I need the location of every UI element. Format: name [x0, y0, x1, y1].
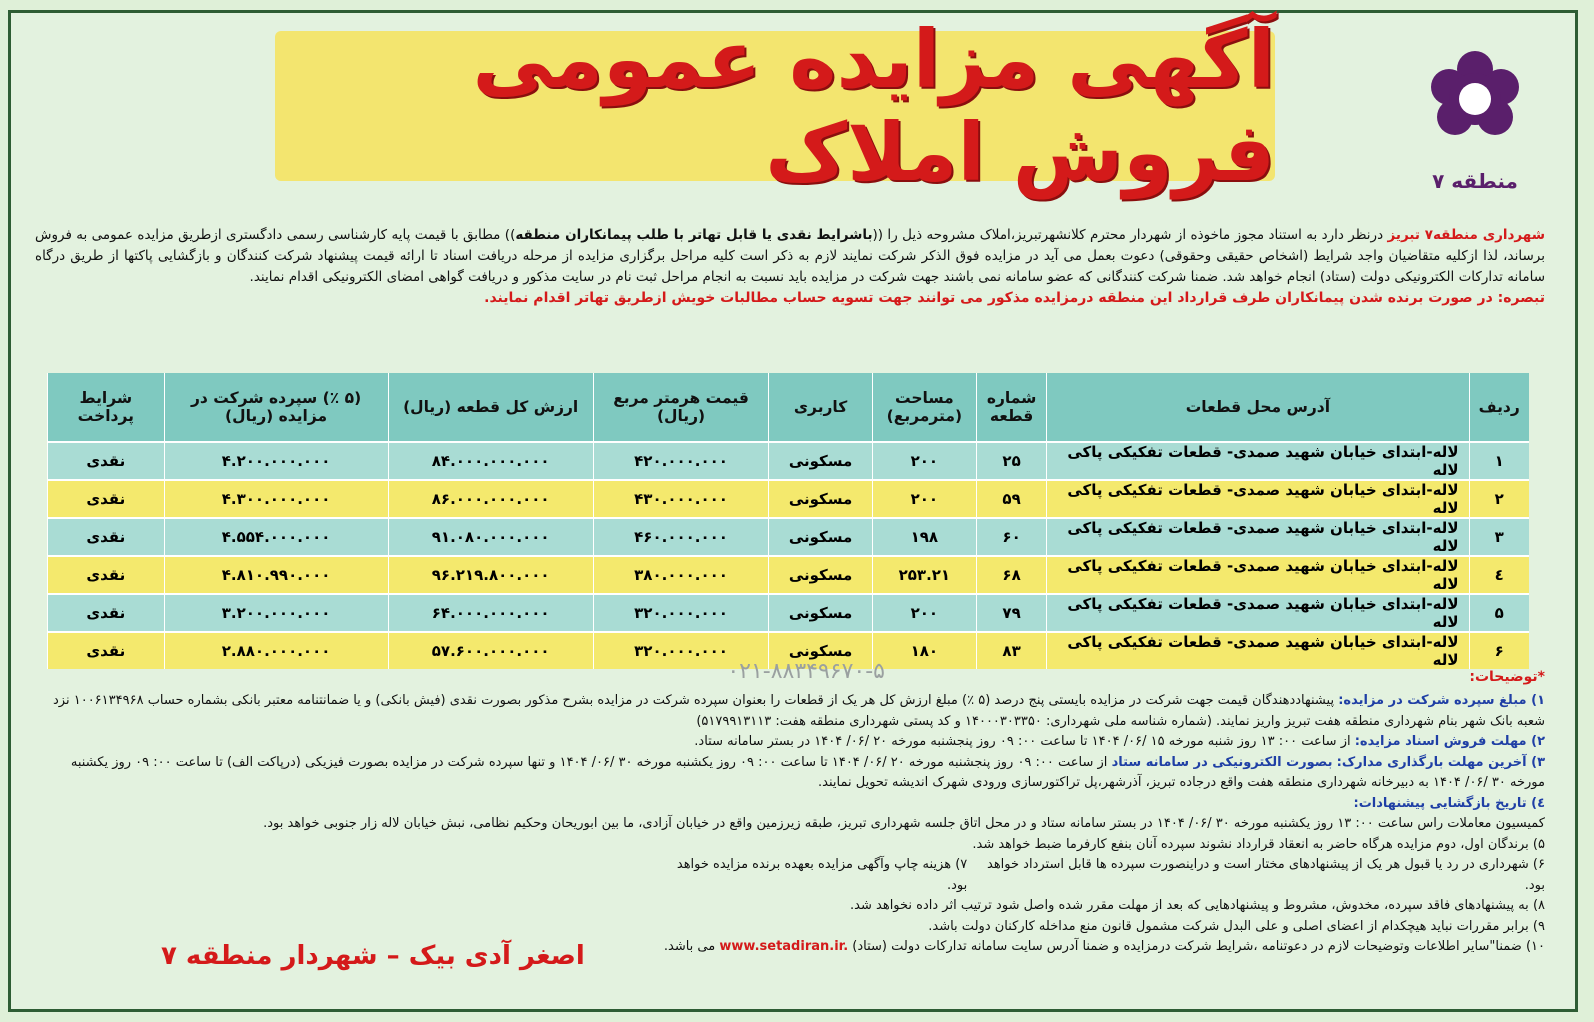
cell-area: ۲۰۰: [872, 594, 976, 632]
cell-price-sqm: ۳۲۰.۰۰۰.۰۰۰: [593, 594, 769, 632]
header-address: آدرس محل قطعات: [1047, 373, 1469, 442]
header-area: مساحت (مترمربع): [872, 373, 976, 442]
table-row: [48, 480, 1530, 518]
cell-use: مسکونی: [769, 518, 873, 556]
note-item: ۵) برندگان اول، دوم مزایده هرگاه حاضر به انعقاد قرارداد نشوند سپرده آنان بنفع کارفرما ضبط خواهد شد.: [972, 836, 1545, 852]
setadiran-link[interactable]: www.setadiran.ir.: [719, 939, 849, 954]
cell-address: لاله-ابتدای خیابان شهید صمدی- قطعات تفکیکی پاکی لاله: [1047, 518, 1469, 556]
note-2-text: از ساعت ۰۰: ۱۳ روز شنبه مورخه ۱۵ /۰۶/ ۱۴۰۴ تا ساعت ۰۰: ۰۹ روز پنجشنبه مورخه ۲۰ /۰۶/ ۱۴۰۴ در بستر سامانه ستاد.: [694, 734, 1351, 749]
cell-price-sqm: ۳۲۰.۰۰۰.۰۰۰: [593, 632, 769, 669]
cell-address: لاله-ابتدای خیابان شهید صمدی- قطعات تفکیکی پاکی لاله: [1047, 556, 1469, 594]
header-deposit: (۵ ٪) سپرده شرکت در مزایده (ریال): [164, 373, 388, 442]
logo-label: منطقه ۷: [1432, 169, 1518, 193]
cell-total: ۹۶.۲۱۹.۸۰۰.۰۰۰: [388, 556, 593, 594]
note-3-sub: بصورت الکترونیکی در سامانه ستاد: [1111, 754, 1333, 770]
header-use: کاربری: [769, 373, 873, 442]
table-row: [48, 594, 1530, 632]
note-4-title: ٤) تاریخ بازگشایی پیشنهادات:: [1353, 795, 1545, 811]
cell-total: ۸۶.۰۰۰.۰۰۰.۰۰۰: [388, 480, 593, 518]
cell-deposit: ۳.۲۰۰.۰۰۰.۰۰۰: [164, 594, 388, 632]
cell-address: لاله-ابتدای خیابان شهید صمدی- قطعات تفکیکی پاکی لاله: [1047, 442, 1469, 480]
cell-use: مسکونی: [769, 556, 873, 594]
notes-list: [35, 691, 1545, 958]
cell-payment: نقدی: [48, 518, 165, 556]
title-banner: [275, 13, 1275, 199]
cell-price-sqm: ۳۸۰.۰۰۰.۰۰۰: [593, 556, 769, 594]
header-price-sqm: قیمت هرمتر مربع (ریال): [593, 373, 769, 442]
note-item: [35, 691, 1545, 732]
cell-price-sqm: ۴۳۰.۰۰۰.۰۰۰: [593, 480, 769, 518]
note-10-end: می باشد.: [663, 939, 716, 954]
header-plot: شماره قطعه: [976, 373, 1046, 442]
note-item: [35, 794, 1545, 815]
note-7: ۷) هزینه چاپ وآگهی مزایده بعهده برنده مزایده خواهد بود.: [676, 857, 968, 893]
note-1-title: ۱) مبلغ سپرده شرکت در مزایده:: [1338, 693, 1545, 708]
cell-payment: نقدی: [48, 480, 165, 518]
cell-plot: ۵۹: [976, 480, 1046, 518]
table-row: [48, 442, 1530, 480]
signature: اصغر آدی بیک – شهردار منطقه ۷: [161, 941, 585, 971]
intro-paragraph: [35, 225, 1545, 309]
cell-total: ۸۴.۰۰۰.۰۰۰.۰۰۰: [388, 442, 593, 480]
cell-use: مسکونی: [769, 442, 873, 480]
cell-deposit: ۴.۳۰۰.۰۰۰.۰۰۰: [164, 480, 388, 518]
notes-heading: *توضیحات:: [1469, 669, 1545, 685]
tulip-emblem-icon: [1415, 43, 1535, 163]
intro-text-2: )) مطابق با قیمت پایه کارشناسی رسمی دادگستری ازطریق مزایده عمومی به فروش برساند، لذا ازکلیه متقاضیان واجد شرایط (اشخاص حقیقی وحقوقی) دعوت بعمل می آید در مزایده فوق الذکر شرکت نمایند لازم به ذکر است کلیه مراحل برگزاری مزایده از مرحله دریافت اسناد تا ارائه قیمت پیشنهاد شرکت کنندگان و بازگشایی پاکتها از طریق درگاه سامانه تدارکات الکترونیکی دولت (ستاد) انجام خواهد شد. ضمنا شرکت کنندگانی که عضو سامانه نمی باشند جهت شرکت در مزایده باید نسبت به انجام مراحل ثبت نام در سایت مذکور و دریافت گواهی امضای الکترونیکی اقدام نمایند.: [35, 227, 1545, 285]
table-row: [48, 556, 1530, 594]
cell-address: لاله-ابتدای خیابان شهید صمدی- قطعات تفکیکی پاکی لاله: [1047, 632, 1469, 669]
cell-payment: نقدی: [48, 556, 165, 594]
note-item: کمیسیون معاملات راس ساعت ۰۰: ۱۳ روز یکشنبه مورخه ۳۰ /۰۶/ ۱۴۰۴ در بستر سامانه ستاد و در محل اتاق جلسه شهرداری تبریز، طبقه زیرزمین واقع در خیابان آزادی، ما بین ابوریحان وحکیم نظامی، نبش خیابان لاله زار جنوبی خواهد بود.: [263, 816, 1545, 831]
cell-payment: نقدی: [48, 594, 165, 632]
cell-area: ۱۸۰: [872, 632, 976, 669]
header-payment: شرایط پرداخت: [48, 373, 165, 442]
announcement-page: [8, 10, 1578, 1012]
cell-plot: ۸۳: [976, 632, 1046, 669]
cell-address: لاله-ابتدای خیابان شهید صمدی- قطعات تفکیکی پاکی لاله: [1047, 594, 1469, 632]
note-item: [35, 855, 1545, 896]
cell-deposit: ۲.۸۸۰.۰۰۰.۰۰۰: [164, 632, 388, 669]
cell-total: ۶۴.۰۰۰.۰۰۰.۰۰۰: [388, 594, 593, 632]
cell-total: ۹۱.۰۸۰.۰۰۰.۰۰۰: [388, 518, 593, 556]
note-item: [35, 732, 1545, 753]
cell-plot: ۲۵: [976, 442, 1046, 480]
cell-use: مسکونی: [769, 594, 873, 632]
cell-plot: ۷۹: [976, 594, 1046, 632]
cell-plot: ۶۸: [976, 556, 1046, 594]
cell-use: مسکونی: [769, 632, 873, 669]
header-total: ارزش کل قطعه (ریال): [388, 373, 593, 442]
org-name: شهرداری منطقه۷ تبریز: [1387, 227, 1545, 243]
note-item: ۸) به پیشنهادهای فاقد سپرده، مخدوش، مشروط و پیشنهادهایی که بعد از مهلت مقرر شده واصل شود ترتیب اثر داده نخواهد شد.: [850, 898, 1545, 913]
cell-row: ۲: [1469, 480, 1529, 518]
properties-table: [47, 373, 1529, 669]
cell-deposit: ۴.۵۵۴.۰۰۰.۰۰۰: [164, 518, 388, 556]
cell-row: ٤: [1469, 556, 1529, 594]
cell-row: ۳: [1469, 518, 1529, 556]
cell-payment: نقدی: [48, 442, 165, 480]
note-6: ۶) شهرداری در رد یا قبول هر یک از پیشنهادهای مختار است و دراینصورت سپرده ها قابل استرداد خواهد بود.: [987, 857, 1545, 893]
cell-plot: ۶۰: [976, 518, 1046, 556]
header-row-number: ردیف: [1469, 373, 1529, 442]
cell-row: ۱: [1469, 442, 1529, 480]
note-item: [35, 753, 1545, 794]
page-title: آگهی مزایده عمومی فروش املاک: [472, 13, 1275, 199]
intro-text-1: درنظر دارد به استناد مجوز ماخوذه از شهردار محترم کلانشهرتبریز،املاک مشروحه ذیل را ((: [872, 227, 1384, 243]
note-3-title: ۳) آخرین مهلت بارگذاری مدارک:: [1336, 754, 1545, 770]
table-row: [48, 518, 1530, 556]
note-2-title: ۲) مهلت فروش اسناد مزایده:: [1354, 734, 1545, 749]
note-10-text: ۱۰) ضمنا"سایر اطلاعات وتوضیحات لازم در دعوتنامه ،شرایط شرکت درمزایده و ضمنا آدرس سایت سامانه تدارکات دولت (ستاد): [852, 939, 1545, 954]
intro-note: تبصره: در صورت برنده شدن پیمانکاران طرف قرارداد این منطقه درمزایده مذکور می توانند جهت تسویه حساب مطالبات خویش ازطریق تهاتر اقدام نمایند.: [484, 290, 1545, 306]
cell-row: ۵: [1469, 594, 1529, 632]
cell-use: مسکونی: [769, 480, 873, 518]
cell-price-sqm: ۴۶۰.۰۰۰.۰۰۰: [593, 518, 769, 556]
note-1-text: پیشنهاددهندگان قیمت جهت شرکت در مزایده بایستی پنج درصد (۵ ٪) مبلغ ارزش کل هر یک از قطعات را بعنوان سپرده شرکت در مزایده بشرح مذکور بصورت نقدی (فیش بانکی) و یا ضمانتنامه معتبر بانکی بشماره حساب ۱۰۰۶۱۳۴۹۶۸ نزد شعبه بانک شهر بنام شهرداری منطقه هفت تبریز واریز نمایند. (شماره شناسه ملی شهرداری: ۱۴۰۰۰۳۰۳۳۵۰ و کد پستی شهرداری منطقه هفت: ۵۱۷۹۹۱۳۱۱۳): [53, 693, 1545, 729]
municipality-logo: [1415, 43, 1535, 193]
cell-area: ۱۹۸: [872, 518, 976, 556]
note-item: ۹) برابر مقررات نباید هیچکدام از اعضای اصلی و علی البدل شرکت مشمول قانون منع مداخله کارکنان دولت باشد.: [928, 918, 1545, 934]
table-header-row: [48, 373, 1530, 442]
cell-address: لاله-ابتدای خیابان شهید صمدی- قطعات تفکیکی پاکی لاله: [1047, 480, 1469, 518]
cell-area: ۲۵۳.۲۱: [872, 556, 976, 594]
cell-price-sqm: ۴۲۰.۰۰۰.۰۰۰: [593, 442, 769, 480]
cell-deposit: ۴.۸۱۰.۹۹۰.۰۰۰: [164, 556, 388, 594]
cell-payment: نقدی: [48, 632, 165, 669]
cell-deposit: ۴.۲۰۰.۰۰۰.۰۰۰: [164, 442, 388, 480]
cell-row: ۶: [1469, 632, 1529, 669]
intro-terms: باشرایط نقدی یا قابل تهاتر با طلب پیمانکاران منطقه: [515, 227, 873, 243]
watermark-phone: ۰۲۱-۸۸۳۴۹۶۷۰-۵: [727, 659, 885, 684]
cell-total: ۵۷.۶۰۰.۰۰۰.۰۰۰: [388, 632, 593, 669]
cell-area: ۲۰۰: [872, 480, 976, 518]
note-3-text: از ساعت ۰۰: ۰۹ روز پنجشنبه مورخه ۲۰ /۰۶/ ۱۴۰۴ تا ساعت ۰۰: ۰۹ روز یکشنبه مورخه ۳۰ /۰۶/ ۱۴۰۴ و تنها سپرده شرکت در مزایده بصورت فیزیکی (درپاکت الف) تا ساعت ۰۰: ۰۹ روز یکشنبه مورخه ۳۰ /۰۶/ ۱۴۰۴ به دبیرخانه شهرداری منطقه هفت واقع درجاده تبریز، آذرشهر،پل تراکتورسازی ورودی شهرک اندیشه تحویل نمایند.: [70, 754, 1545, 790]
cell-area: ۲۰۰: [872, 442, 976, 480]
